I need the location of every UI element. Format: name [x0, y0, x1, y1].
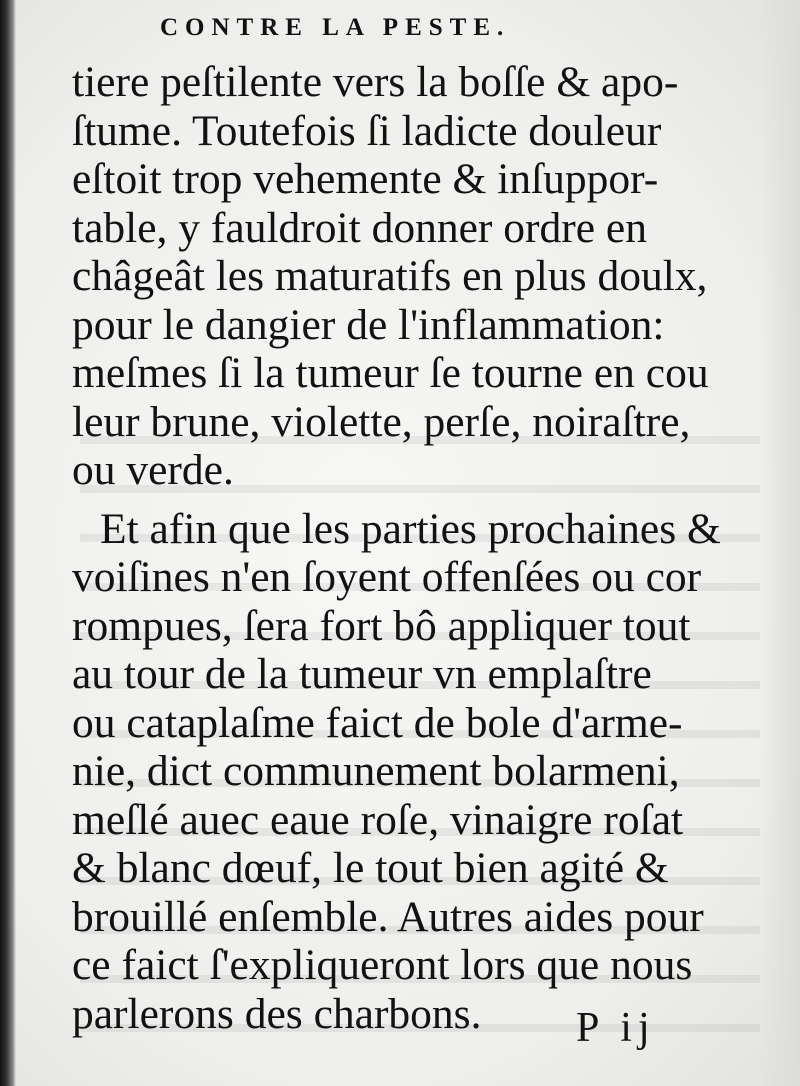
text-line: ou cataplaſme faict de bole d'arme-	[72, 698, 683, 747]
text-line: & blanc dœuf, le tout bien agité &	[72, 844, 669, 892]
paragraph-1	[72, 58, 752, 495]
text-line: parlerons des charbons.	[72, 989, 482, 1038]
text-line: eſtoit trop vehemente & inſuppor-	[72, 155, 659, 203]
page-edge-shade	[760, 0, 800, 1086]
paragraph-2	[72, 505, 752, 1039]
page-gutter-shadow	[0, 0, 16, 1086]
text-line: nie, dict communement bolarmeni,	[72, 747, 680, 795]
signature-mark: P ij	[576, 1005, 656, 1051]
text-line: leur brune, violette, perſe, noiraſtre,	[72, 397, 691, 446]
text-line: tiere peſtilente vers la boſſe & apo-	[72, 58, 679, 106]
text-line: Et afin que les parties prochaines &	[100, 504, 721, 553]
running-head: CONTRE LA PESTE.	[160, 14, 511, 41]
text-line: au tour de la tumeur vn emplaſtre	[72, 650, 652, 698]
text-line: meſlé auec eaue roſe, vinaigre roſat	[72, 795, 684, 844]
text-line: ce faict ſ'expliqueront lors que nous	[72, 941, 693, 989]
text-line: rompues, ſera fort bô appliquer tout	[72, 601, 691, 650]
text-line: châgeât les maturatifs en plus doulx,	[72, 252, 708, 300]
text-line: voiſines n'en ſoyent offenſées ou cor	[72, 553, 702, 601]
text-line: meſmes ſi la tumeur ſe tourne en cou	[72, 349, 709, 397]
text-line: ou verde.	[72, 446, 234, 494]
text-line: brouillé enſemble. Autres aides pour	[72, 892, 704, 941]
text-line: ſtume. Toutefois ſi ladicte douleur	[72, 106, 662, 155]
text-line: table, y fauldroit donner ordre en	[72, 203, 647, 252]
body-text	[72, 58, 752, 1038]
text-line: pour le dangier de l'inflammation:	[72, 300, 665, 349]
